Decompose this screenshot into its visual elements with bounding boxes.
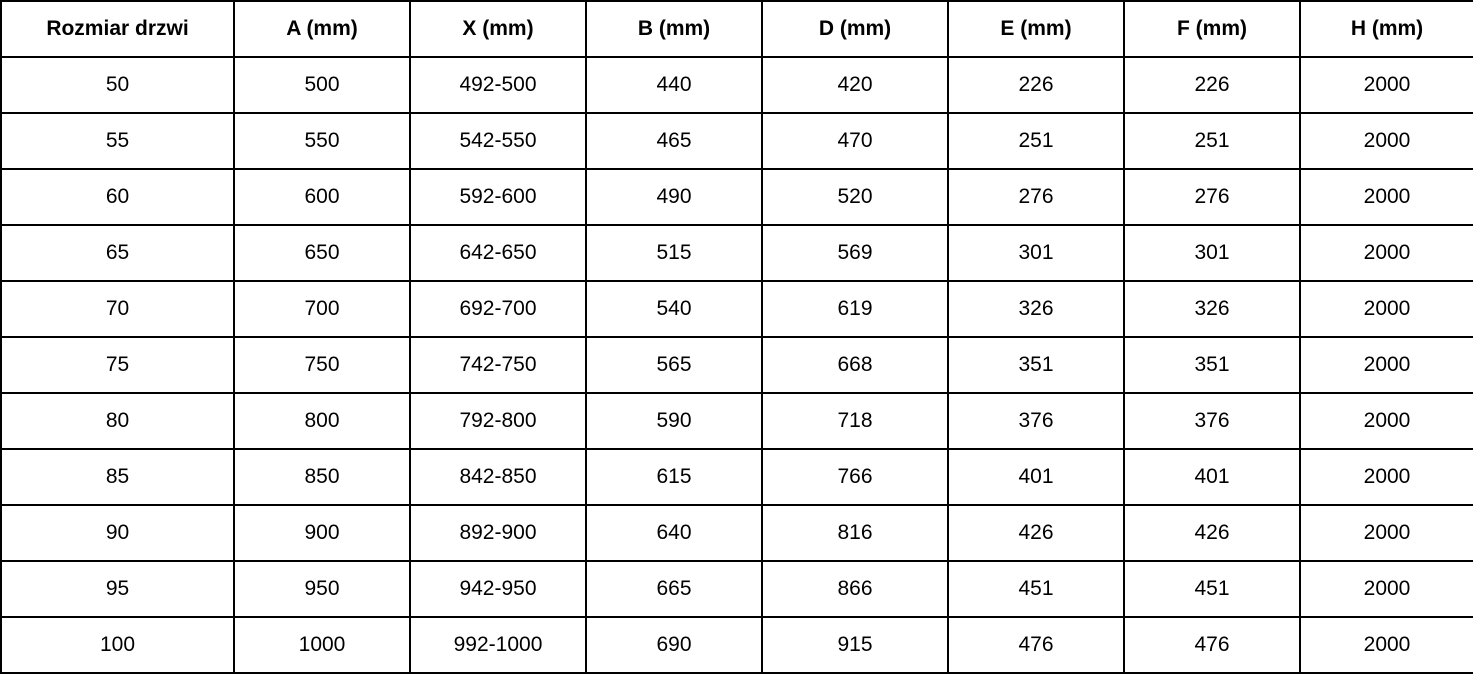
cell-h: 2000 bbox=[1300, 281, 1473, 337]
cell-b: 590 bbox=[586, 393, 762, 449]
cell-a: 750 bbox=[234, 337, 410, 393]
table-row bbox=[1, 449, 1473, 505]
cell-door-size: 50 bbox=[1, 57, 234, 113]
cell-door-size: 85 bbox=[1, 449, 234, 505]
table-body bbox=[1, 57, 1473, 673]
cell-x: 542-550 bbox=[410, 113, 586, 169]
table-row bbox=[1, 169, 1473, 225]
cell-h: 2000 bbox=[1300, 449, 1473, 505]
cell-b: 640 bbox=[586, 505, 762, 561]
cell-x: 592-600 bbox=[410, 169, 586, 225]
cell-f: 451 bbox=[1124, 561, 1300, 617]
cell-a: 600 bbox=[234, 169, 410, 225]
cell-e: 301 bbox=[948, 225, 1124, 281]
cell-a: 900 bbox=[234, 505, 410, 561]
table-row bbox=[1, 617, 1473, 673]
cell-f: 326 bbox=[1124, 281, 1300, 337]
cell-d: 470 bbox=[762, 113, 948, 169]
cell-x: 892-900 bbox=[410, 505, 586, 561]
cell-e: 451 bbox=[948, 561, 1124, 617]
cell-a: 950 bbox=[234, 561, 410, 617]
table-row bbox=[1, 57, 1473, 113]
cell-e: 351 bbox=[948, 337, 1124, 393]
table-row bbox=[1, 113, 1473, 169]
cell-door-size: 70 bbox=[1, 281, 234, 337]
cell-h: 2000 bbox=[1300, 505, 1473, 561]
cell-b: 515 bbox=[586, 225, 762, 281]
cell-f: 226 bbox=[1124, 57, 1300, 113]
cell-h: 2000 bbox=[1300, 169, 1473, 225]
cell-d: 766 bbox=[762, 449, 948, 505]
cell-a: 1000 bbox=[234, 617, 410, 673]
cell-door-size: 95 bbox=[1, 561, 234, 617]
table-row bbox=[1, 561, 1473, 617]
table-header-row bbox=[1, 1, 1473, 57]
cell-h: 2000 bbox=[1300, 617, 1473, 673]
cell-door-size: 90 bbox=[1, 505, 234, 561]
cell-x: 642-650 bbox=[410, 225, 586, 281]
cell-d: 619 bbox=[762, 281, 948, 337]
table-header bbox=[1, 1, 1473, 57]
cell-x: 942-950 bbox=[410, 561, 586, 617]
cell-a: 650 bbox=[234, 225, 410, 281]
column-header-b: B (mm) bbox=[586, 1, 762, 57]
column-header-a: A (mm) bbox=[234, 1, 410, 57]
cell-e: 276 bbox=[948, 169, 1124, 225]
column-header-f: F (mm) bbox=[1124, 1, 1300, 57]
cell-f: 401 bbox=[1124, 449, 1300, 505]
cell-b: 565 bbox=[586, 337, 762, 393]
cell-h: 2000 bbox=[1300, 57, 1473, 113]
column-header-door-size: Rozmiar drzwi bbox=[1, 1, 234, 57]
cell-b: 690 bbox=[586, 617, 762, 673]
cell-e: 326 bbox=[948, 281, 1124, 337]
cell-f: 376 bbox=[1124, 393, 1300, 449]
cell-e: 376 bbox=[948, 393, 1124, 449]
cell-d: 915 bbox=[762, 617, 948, 673]
cell-x: 692-700 bbox=[410, 281, 586, 337]
cell-h: 2000 bbox=[1300, 225, 1473, 281]
cell-door-size: 55 bbox=[1, 113, 234, 169]
cell-e: 251 bbox=[948, 113, 1124, 169]
cell-d: 816 bbox=[762, 505, 948, 561]
column-header-e: E (mm) bbox=[948, 1, 1124, 57]
cell-d: 866 bbox=[762, 561, 948, 617]
table-row bbox=[1, 281, 1473, 337]
column-header-d: D (mm) bbox=[762, 1, 948, 57]
column-header-x: X (mm) bbox=[410, 1, 586, 57]
cell-d: 569 bbox=[762, 225, 948, 281]
cell-a: 550 bbox=[234, 113, 410, 169]
cell-f: 426 bbox=[1124, 505, 1300, 561]
cell-d: 420 bbox=[762, 57, 948, 113]
cell-b: 465 bbox=[586, 113, 762, 169]
cell-door-size: 65 bbox=[1, 225, 234, 281]
cell-x: 992-1000 bbox=[410, 617, 586, 673]
cell-f: 476 bbox=[1124, 617, 1300, 673]
cell-h: 2000 bbox=[1300, 113, 1473, 169]
table-row bbox=[1, 505, 1473, 561]
cell-x: 742-750 bbox=[410, 337, 586, 393]
cell-x: 792-800 bbox=[410, 393, 586, 449]
cell-b: 665 bbox=[586, 561, 762, 617]
cell-b: 440 bbox=[586, 57, 762, 113]
cell-e: 426 bbox=[948, 505, 1124, 561]
column-header-h: H (mm) bbox=[1300, 1, 1473, 57]
cell-h: 2000 bbox=[1300, 393, 1473, 449]
cell-a: 500 bbox=[234, 57, 410, 113]
table-row bbox=[1, 393, 1473, 449]
cell-a: 850 bbox=[234, 449, 410, 505]
cell-f: 351 bbox=[1124, 337, 1300, 393]
table-row bbox=[1, 337, 1473, 393]
cell-e: 401 bbox=[948, 449, 1124, 505]
cell-f: 251 bbox=[1124, 113, 1300, 169]
cell-d: 520 bbox=[762, 169, 948, 225]
cell-e: 226 bbox=[948, 57, 1124, 113]
cell-a: 700 bbox=[234, 281, 410, 337]
cell-e: 476 bbox=[948, 617, 1124, 673]
cell-d: 718 bbox=[762, 393, 948, 449]
cell-x: 842-850 bbox=[410, 449, 586, 505]
cell-h: 2000 bbox=[1300, 561, 1473, 617]
cell-door-size: 80 bbox=[1, 393, 234, 449]
cell-b: 615 bbox=[586, 449, 762, 505]
cell-h: 2000 bbox=[1300, 337, 1473, 393]
cell-b: 490 bbox=[586, 169, 762, 225]
table-row bbox=[1, 225, 1473, 281]
cell-door-size: 75 bbox=[1, 337, 234, 393]
cell-d: 668 bbox=[762, 337, 948, 393]
cell-b: 540 bbox=[586, 281, 762, 337]
cell-door-size: 100 bbox=[1, 617, 234, 673]
cell-f: 301 bbox=[1124, 225, 1300, 281]
cell-door-size: 60 bbox=[1, 169, 234, 225]
cell-a: 800 bbox=[234, 393, 410, 449]
cell-f: 276 bbox=[1124, 169, 1300, 225]
cell-x: 492-500 bbox=[410, 57, 586, 113]
